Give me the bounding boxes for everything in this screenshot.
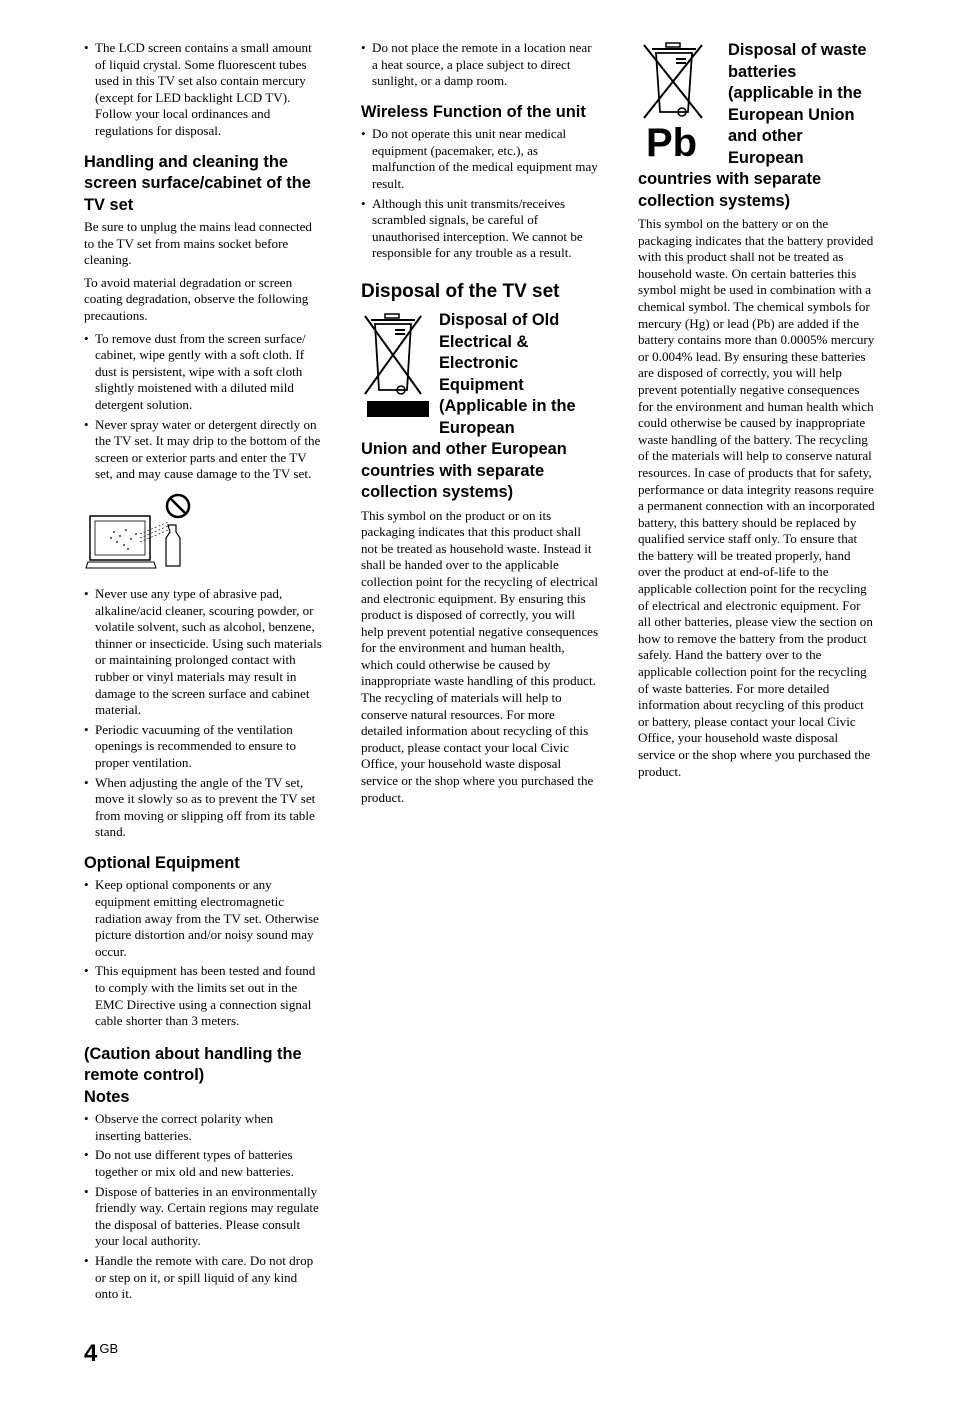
list-item: • The LCD screen contains a small amount of liquid crystal. Some fluorescent tubes used in this TV set also contain mercury (except for LED backlight LCD TV). Follow your local ordinances and regulations for disposal. <box>84 40 322 140</box>
list-item: • Do not place the remote in a location near a heat source, a place subject to direct sunlight, or a damp room. <box>361 40 599 90</box>
weee-block <box>361 310 599 439</box>
column-3 <box>638 40 876 786</box>
list-item: • Never use any type of abrasive pad, alkaline/acid cleaner, scouring powder, or volatile solvent, such as alcohol, benzene, thinner or insecticide. Using such materials or maintaining prolonged contact with rubber or vinyl materials may result in damage to the screen surface and cabinet material. <box>84 586 322 719</box>
column-1 <box>84 40 322 1309</box>
list-item: • Although this unit transmits/receives scrambled signals, be careful of unauthorised interception. We cannot be responsible for any trouble as a result. <box>361 196 599 262</box>
list-item: • Do not use different types of batteries together or mix old and new batteries. <box>84 1147 322 1180</box>
paragraph: To avoid material degradation or screen coating degradation, observe the following precautions. <box>84 274 309 324</box>
list-item: • Handle the remote with care. Do not drop or step on it, or spill liquid of any kind onto it. <box>84 1253 322 1303</box>
crossed-bin-pb-icon <box>638 40 728 169</box>
battery-heading: Disposal of waste batteries (applicable in the European Union and other European <box>728 41 867 167</box>
remote-bullets <box>361 40 599 90</box>
list-item: • This equipment has been tested and found to comply with the limits set out in the EMC Directive using a connection signal cable shorter than 3 meters. <box>84 963 322 1029</box>
notes-bullets <box>84 1111 322 1303</box>
battery-heading-continued: countries with separate collection systems) <box>638 170 822 210</box>
no-spray-tv-illustration <box>84 492 196 576</box>
weee-heading-continued: Union and other European countries with separate collection systems) <box>361 440 567 502</box>
handling-bullets <box>84 331 322 483</box>
handling-bullets-2 <box>84 586 322 841</box>
page-suffix: GB <box>99 1341 119 1356</box>
optional-heading: Optional Equipment <box>84 853 240 872</box>
optional-bullets <box>84 877 322 1029</box>
crossed-bin-icon <box>361 310 439 439</box>
notes-heading: Notes <box>84 1087 130 1106</box>
list-item: • Never spray water or detergent directly on the TV set. It may drip to the bottom of the screen or exterior parts and enter the TV set, and may cause damage to the TV set. <box>84 417 322 483</box>
battery-body: This symbol on the battery or on the packaging indicates that the battery provided with this product shall not be treated as household waste. On certain batteries this symbol might be used in combination with a chemical symbol. The chemical symbols for mercury (Hg) or lead (Pb) are added if the battery contains more than 0.0005% mercury or 0.004% lead. By ensuring these batteries are disposed of correctly, you will help prevent potentially negative consequences for the environment and human health which could otherwise be caused by inappropriate waste handling of the battery. The recycling of the materials will help to conserve natural resources. In case of products that for safety, performance or data integrity reasons require a permanent connection with an incorporated battery, this battery should be replaced by qualified service staff only. To ensure that the battery will be treated properly, hand over the product at end-of-life to the applicable collection point for the recycling of electrical and electronic equipment. For all other batteries, please view the section on how to remove the battery from the product safely. Hand the battery over to the applicable collection point for the recycling of waste batteries. For more detailed information about recycling of this product or battery, please contact your local Civic Office, your household waste disposal service or the shop where you purchased the product. <box>638 216 875 779</box>
paragraph: Be sure to unplug the mains lead connected to the TV set from mains socket before cleaning. <box>84 219 312 268</box>
column-2 <box>361 40 599 812</box>
disposal-heading: Disposal of the TV set <box>361 281 560 303</box>
list-item: • To remove dust from the screen surface/ cabinet, wipe gently with a soft cloth. If dust is persistent, wipe with a soft cloth slightly moistened with a diluted mild detergent solution. <box>84 331 322 414</box>
list-item: • Dispose of batteries in an environmentally friendly way. Certain regions may regulate the disposal of batteries. Please consult your local authority. <box>84 1184 322 1250</box>
weee-heading: Disposal of Old Electrical & Electronic Equipment (Applicable in the European <box>439 311 576 437</box>
list-item: • When adjusting the angle of the TV set, move it slowly so as to prevent the TV set from moving or slipping off from its table stand. <box>84 775 322 841</box>
remote-heading: (Caution about handling the remote control) <box>84 1044 302 1085</box>
wireless-bullets <box>361 126 599 262</box>
pb-label: Pb <box>646 121 698 160</box>
list-item: • Do not operate this unit near medical equipment (pacemaker, etc.), as malfunction of the medical equipment may result. <box>361 126 599 192</box>
handling-heading: Handling and cleaning the screen surface/cabinet of the TV set <box>84 152 311 214</box>
list-item: • Observe the correct polarity when inserting batteries. <box>84 1111 322 1144</box>
wireless-heading: Wireless Function of the unit <box>361 102 586 121</box>
list-item: • Periodic vacuuming of the ventilation openings is recommended to ensure to proper ventilation. <box>84 722 322 772</box>
weee-body: This symbol on the product or on its packaging indicates that this product shall not be treated as household waste. Instead it shall be handed over to the applicable collection point for the recycling of electrical and electronic equipment. By ensuring this product is disposed of correctly, you will help prevent potential negative consequences for the environment and human health, which could otherwise be caused by inappropriate waste handling of this product. The recycling of materials will help to conserve natural resources. For more detailed information about recycling of this product, please contact your local Civic Office, your household waste disposal service or the shop where you purchased the product. <box>361 507 599 805</box>
intro-bullets <box>84 40 322 140</box>
list-item: • Keep optional components or any equipment emitting electromagnetic radiation away from the TV set. Otherwise picture distortion and/or noisy sound may occur. <box>84 877 322 960</box>
battery-block <box>638 40 876 169</box>
page-footer <box>84 1340 118 1368</box>
page-number: 4 <box>84 1340 98 1367</box>
